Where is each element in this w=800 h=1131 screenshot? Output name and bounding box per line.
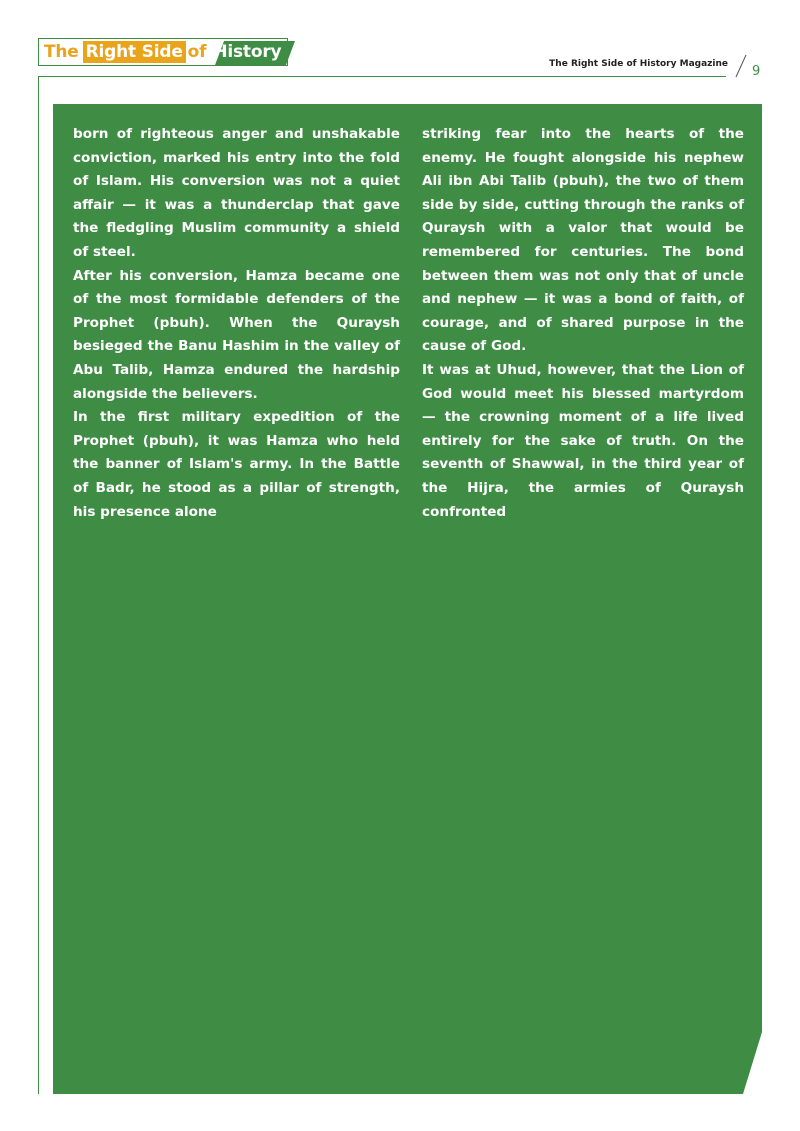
header-rule: [38, 76, 726, 77]
logo-wordmark: [38, 38, 284, 66]
slash-divider-icon: [735, 54, 747, 78]
article-paragraph: In the first military expedition of the Prophet (pbuh), it was Hamza who held the banner of Islam's army. In the Battle of Badr, he stood as a pillar of strength, his presence alone: [73, 409, 400, 520]
article-paragraph: It was at Uhud, however, that the Lion of God would meet his blessed martyrdom — the crowning moment of a life lived entirely for the sake of truth. On the seventh of Shawwal, in the third year of the Hijra, the armies of Quraysh confronted: [422, 361, 744, 520]
page-number: 9: [752, 64, 761, 79]
article-paragraph: After his conversion, Hamza became one of the most formidable defenders of the Prophet (pbuh). When the Quraysh besieged the Banu Hashim in the valley of Abu Talib, Hamza endured the hardship alongside the believers.: [73, 267, 400, 402]
logo-word-the: The: [44, 42, 79, 62]
page-border-left: [38, 76, 39, 1094]
magazine-name: The Right Side of History Magazine: [549, 59, 728, 69]
article-paragraph: born of righteous anger and unshakable conviction, marked his entry into the fold of Islam. His conversion was not a quiet affair — it was a thunderclap that gave the fledgling Muslim community a shield of steel.: [73, 126, 400, 260]
article-right-column: [422, 123, 744, 524]
article-paragraph: striking fear into the hearts of the enemy. He fought alongside his nephew Ali ibn Abi Talib (pbuh), the two of them side by side, cutting through the ranks of Quraysh with a valor that would be remembered for centuries. The bond between them was not only that of uncle and nephew — it was a bond of faith, of courage, and of shared purpose in the cause of God.: [422, 126, 744, 355]
article-left-column: [73, 123, 400, 524]
logo-word-of: of: [187, 42, 207, 62]
logo-word-history: History: [213, 42, 282, 62]
logo-word-right-side: Right Side: [83, 41, 186, 63]
magazine-logo: [38, 38, 296, 66]
